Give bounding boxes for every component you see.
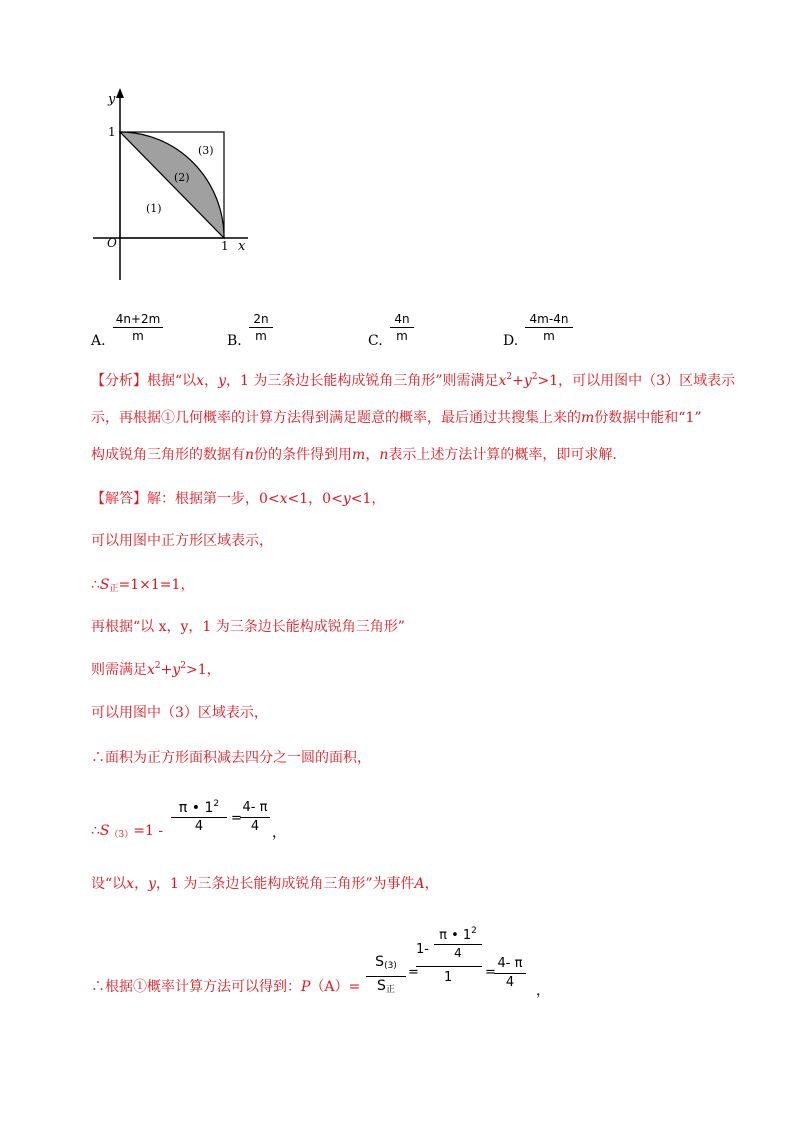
option-a-fraction xyxy=(113,312,163,343)
inner-fraction-numerator: π • $1^2$ xyxy=(439,926,477,943)
analysis-text: ， xyxy=(365,447,380,463)
solution-text: ，1 为三条边长能构成锐角三角形”为事件 xyxy=(156,876,415,892)
y-axis-label: y xyxy=(108,92,116,107)
solution-text: 可以用图中正方形区域表示， xyxy=(91,533,273,549)
option-c-fraction xyxy=(390,312,414,343)
var-y: y xyxy=(342,491,351,507)
var-n: n xyxy=(245,447,255,463)
prob-result-numerator: 4- π xyxy=(497,956,523,971)
therefore-symbol: ∴ xyxy=(91,823,100,839)
analysis-text: + xyxy=(512,373,524,389)
option-b-denominator: m xyxy=(255,329,267,343)
option-d-fraction xyxy=(525,312,573,343)
equals-sign: = xyxy=(408,965,419,980)
analysis-text: >1，可以用图中（3）区域表示 xyxy=(537,373,736,389)
analysis-text: 份数据中能和“1” xyxy=(594,410,702,426)
solution-text: 再根据“以 x，y，1 为三条边长能构成锐角三角形” xyxy=(91,619,405,635)
option-d-numerator: 4m-4n xyxy=(529,312,569,326)
var-y: y xyxy=(148,876,156,892)
analysis-text: 构成锐角三角形的数据有 xyxy=(91,447,245,463)
var-x: x xyxy=(196,373,205,389)
circled-one: ① xyxy=(161,410,175,426)
subscript: 正 xyxy=(109,584,119,594)
solution-text: 则需满足 xyxy=(91,662,147,678)
solution-text: <1， xyxy=(350,491,386,507)
option-b-fraction xyxy=(249,312,273,343)
analysis-line-3 xyxy=(91,446,617,464)
complement-denominator: 1 xyxy=(444,970,453,985)
solution-line-4 xyxy=(91,618,405,636)
var-x: x xyxy=(498,373,507,389)
therefore-symbol: ∴ xyxy=(91,577,100,593)
solution-text: 解：根据第一步，0< xyxy=(147,491,280,507)
prob-ratio-numerator: $S_{(3)}$ xyxy=(375,954,397,971)
analysis-line-2 xyxy=(91,409,702,427)
var-y: y xyxy=(172,662,181,678)
prob-result-denominator: 4 xyxy=(505,975,515,990)
prob-fraction-ratio xyxy=(366,954,406,999)
var-S: S xyxy=(99,823,110,839)
solution-line-7 xyxy=(91,749,371,767)
region-2-label: (2) xyxy=(174,171,190,184)
var-P: P xyxy=(301,979,311,995)
analysis-tag: 【分析】 xyxy=(91,373,147,389)
solution-text: 设“以 xyxy=(91,876,127,892)
analysis-text: 表示上述方法计算的概率，即可求解. xyxy=(388,447,617,463)
unit-square-figure xyxy=(88,85,258,285)
area-fraction-1-denominator: 4 xyxy=(194,819,204,834)
var-A: A xyxy=(414,876,425,892)
exponent: 2 xyxy=(506,372,513,382)
area-fraction-2-numerator: 4- π xyxy=(242,800,268,815)
analysis-text: 几何概率的计算方法得到满足题意的概率，最后通过共搜集上来的 xyxy=(175,410,581,426)
equals-sign: = xyxy=(231,811,242,826)
var-S: S xyxy=(99,577,110,593)
var-y: y xyxy=(523,373,532,389)
subscript: （3） xyxy=(109,830,134,840)
option-d-letter: D. xyxy=(503,333,519,349)
option-b-letter: B. xyxy=(227,333,242,349)
y-axis-arrow xyxy=(116,88,124,98)
exponent: 2 xyxy=(531,372,538,382)
tick-x-1: 1 xyxy=(221,239,229,253)
option-d-denominator: m xyxy=(543,329,555,343)
solution-text: ， xyxy=(134,876,149,892)
analysis-text: 根据“以 xyxy=(147,373,197,389)
var-n: n xyxy=(379,447,389,463)
area-fraction-1-numerator: π • $1^2$ xyxy=(178,799,220,816)
var-x: x xyxy=(279,491,288,507)
solution-text: 可以用图中（3）区域表示， xyxy=(91,705,268,721)
solution-line-8 xyxy=(91,822,163,844)
option-c-letter: C. xyxy=(368,333,383,349)
solution-text: （A）= xyxy=(310,979,361,995)
var-x: x xyxy=(126,876,135,892)
therefore-symbol: ∴根据 xyxy=(91,979,133,995)
region-3-label: (3) xyxy=(198,144,214,157)
solution-line-9 xyxy=(91,875,439,893)
solution-text: >1， xyxy=(186,662,221,678)
solution-text: <1，0< xyxy=(287,491,343,507)
x-axis-label: x xyxy=(238,239,246,254)
solution-line-1 xyxy=(91,490,385,508)
solution-line-6 xyxy=(91,704,268,722)
trailing-comma: ， xyxy=(272,825,286,841)
tick-y-1: 1 xyxy=(108,125,116,139)
var-x: x xyxy=(147,662,155,678)
prob-fraction-result xyxy=(494,956,526,990)
one-minus: 1- xyxy=(416,942,429,957)
solution-text: + xyxy=(160,662,173,678)
solution-text: 概率计算方法可以得到： xyxy=(147,979,301,995)
region-1-label: (1) xyxy=(146,202,162,215)
area-fraction-2 xyxy=(240,800,270,834)
inner-fraction xyxy=(434,928,482,960)
option-a-numerator: 4n+2m xyxy=(115,312,161,326)
solution-line-3 xyxy=(91,576,194,598)
analysis-text: 份的条件得到用 xyxy=(254,447,353,463)
solution-text: =1×1=1， xyxy=(118,577,195,593)
trailing-comma: ， xyxy=(536,983,550,999)
solution-line-5 xyxy=(91,661,221,679)
circled-one: ① xyxy=(133,979,147,995)
option-a-letter: A. xyxy=(91,333,106,349)
solution-line-10 xyxy=(91,978,360,996)
equals-sign: = xyxy=(485,965,496,980)
var-m: m xyxy=(581,410,595,426)
exponent: 2 xyxy=(180,661,187,671)
solution-tag: 【解答】 xyxy=(91,491,147,507)
solution-text: ， xyxy=(424,876,439,892)
exponent: 2 xyxy=(154,661,161,671)
option-c-numerator: 4n xyxy=(394,312,410,326)
var-m: m xyxy=(352,447,366,463)
prob-ratio-denominator: $S_正$ xyxy=(377,978,395,995)
main-fraction-bar xyxy=(416,966,482,967)
solution-line-2 xyxy=(91,532,273,550)
option-a-denominator: m xyxy=(132,329,144,343)
analysis-text: ，1 为三条边长能构成锐角三角形”则需满足 xyxy=(226,373,499,389)
area-fraction-2-denominator: 4 xyxy=(250,819,260,834)
inner-fraction-denominator: 4 xyxy=(454,946,462,960)
origin-label: O xyxy=(107,236,117,250)
option-c-denominator: m xyxy=(396,329,408,343)
analysis-text: ， xyxy=(204,373,219,389)
var-y: y xyxy=(218,373,226,389)
option-b-numerator: 2n xyxy=(253,312,269,326)
analysis-text: 示，再根据 xyxy=(91,410,161,426)
solution-text: ∴面积为正方形面积减去四分之一圆的面积， xyxy=(91,750,371,766)
area-fraction-1 xyxy=(171,800,227,834)
analysis-line-1 xyxy=(91,372,735,390)
solution-text: =1 - xyxy=(133,823,164,839)
